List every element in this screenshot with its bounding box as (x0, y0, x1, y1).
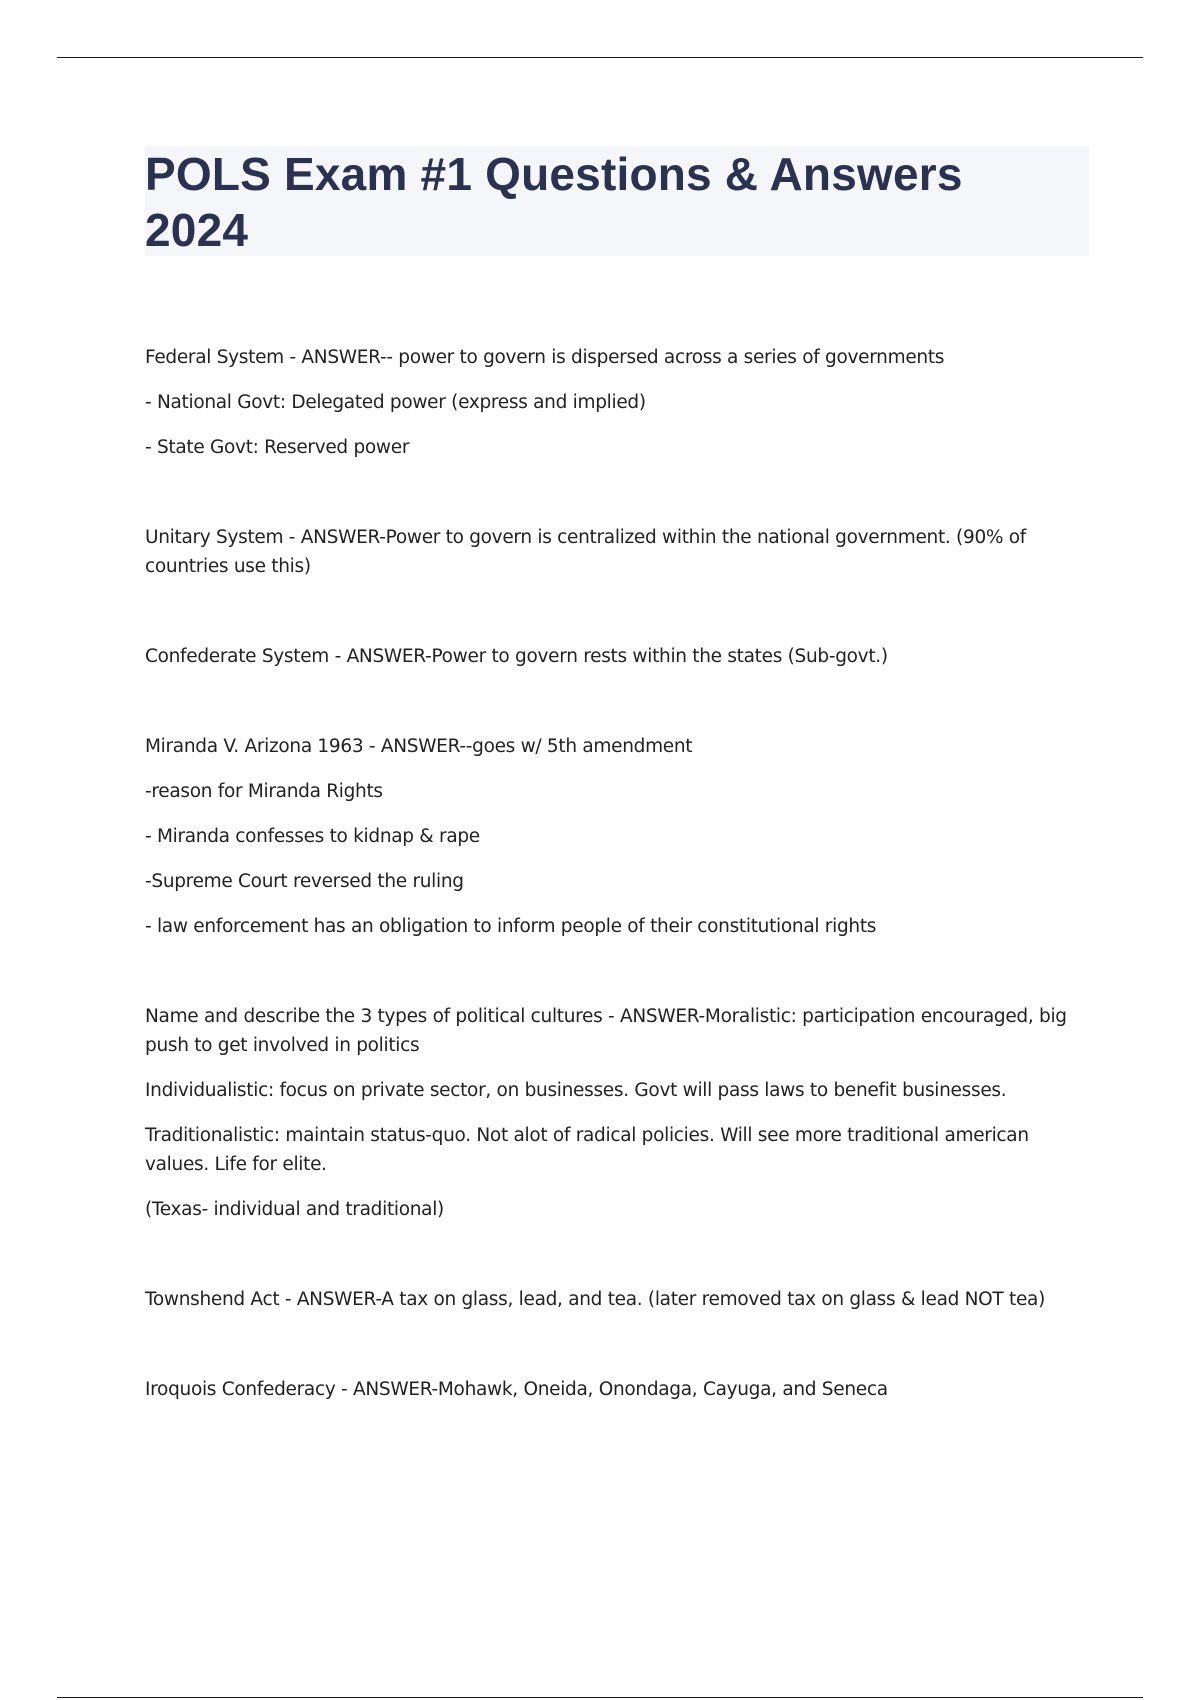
qa-entry-miranda-v-arizona (145, 732, 1095, 941)
title-line-2: 2024 (145, 204, 249, 256)
top-rule (57, 57, 1143, 58)
qa-entry-unitary-system (145, 523, 1095, 581)
bottom-rule (57, 1697, 1143, 1698)
qa-list (145, 343, 1095, 1465)
qa-line: Traditionalistic: maintain status-quo. Not alot of radical policies. Will see more traditional american values. Life for elite. (145, 1125, 1029, 1175)
qa-line: - National Govt: Delegated power (express and implied) (145, 392, 646, 413)
qa-line: - State Govt: Reserved power (145, 437, 410, 458)
qa-line: Name and describe the 3 types of political cultures - ANSWER-Moralistic: participation encouraged, big push to get involved in politics (145, 1006, 1067, 1056)
qa-entry-iroquois-confederacy (145, 1375, 1095, 1404)
qa-line: Individualistic: focus on private sector, on businesses. Govt will pass laws to benefit businesses. (145, 1080, 1007, 1101)
qa-entry-federal-system (145, 343, 1095, 462)
qa-line: Federal System - ANSWER-- power to govern is dispersed across a series of governments (145, 347, 945, 368)
qa-line: - Miranda confesses to kidnap & rape (145, 826, 480, 847)
qa-line: Townshend Act - ANSWER-A tax on glass, lead, and tea. (later removed tax on glass & lead NOT tea) (145, 1289, 1046, 1310)
qa-line: Unitary System - ANSWER-Power to govern is centralized within the national government. (90% of countries use this) (145, 527, 1027, 577)
qa-entry-townshend-act (145, 1285, 1095, 1314)
title-box (145, 146, 1089, 256)
qa-line: (Texas- individual and traditional) (145, 1199, 444, 1220)
qa-line: -Supreme Court reversed the ruling (145, 871, 464, 892)
qa-entry-political-cultures (145, 1002, 1095, 1224)
qa-line: Iroquois Confederacy - ANSWER-Mohawk, Oneida, Onondaga, Cayuga, and Seneca (145, 1379, 888, 1400)
qa-line: Confederate System - ANSWER-Power to govern rests within the states (Sub-govt.) (145, 646, 888, 667)
qa-line: - law enforcement has an obligation to inform people of their constitutional rights (145, 916, 877, 937)
title-line-1: POLS Exam #1 Questions & Answers (145, 148, 963, 200)
qa-line: Miranda V. Arizona 1963 - ANSWER--goes w/ 5th amendment (145, 736, 693, 757)
qa-entry-confederate-system (145, 642, 1095, 671)
qa-line: -reason for Miranda Rights (145, 781, 383, 802)
document-title (145, 146, 1089, 258)
